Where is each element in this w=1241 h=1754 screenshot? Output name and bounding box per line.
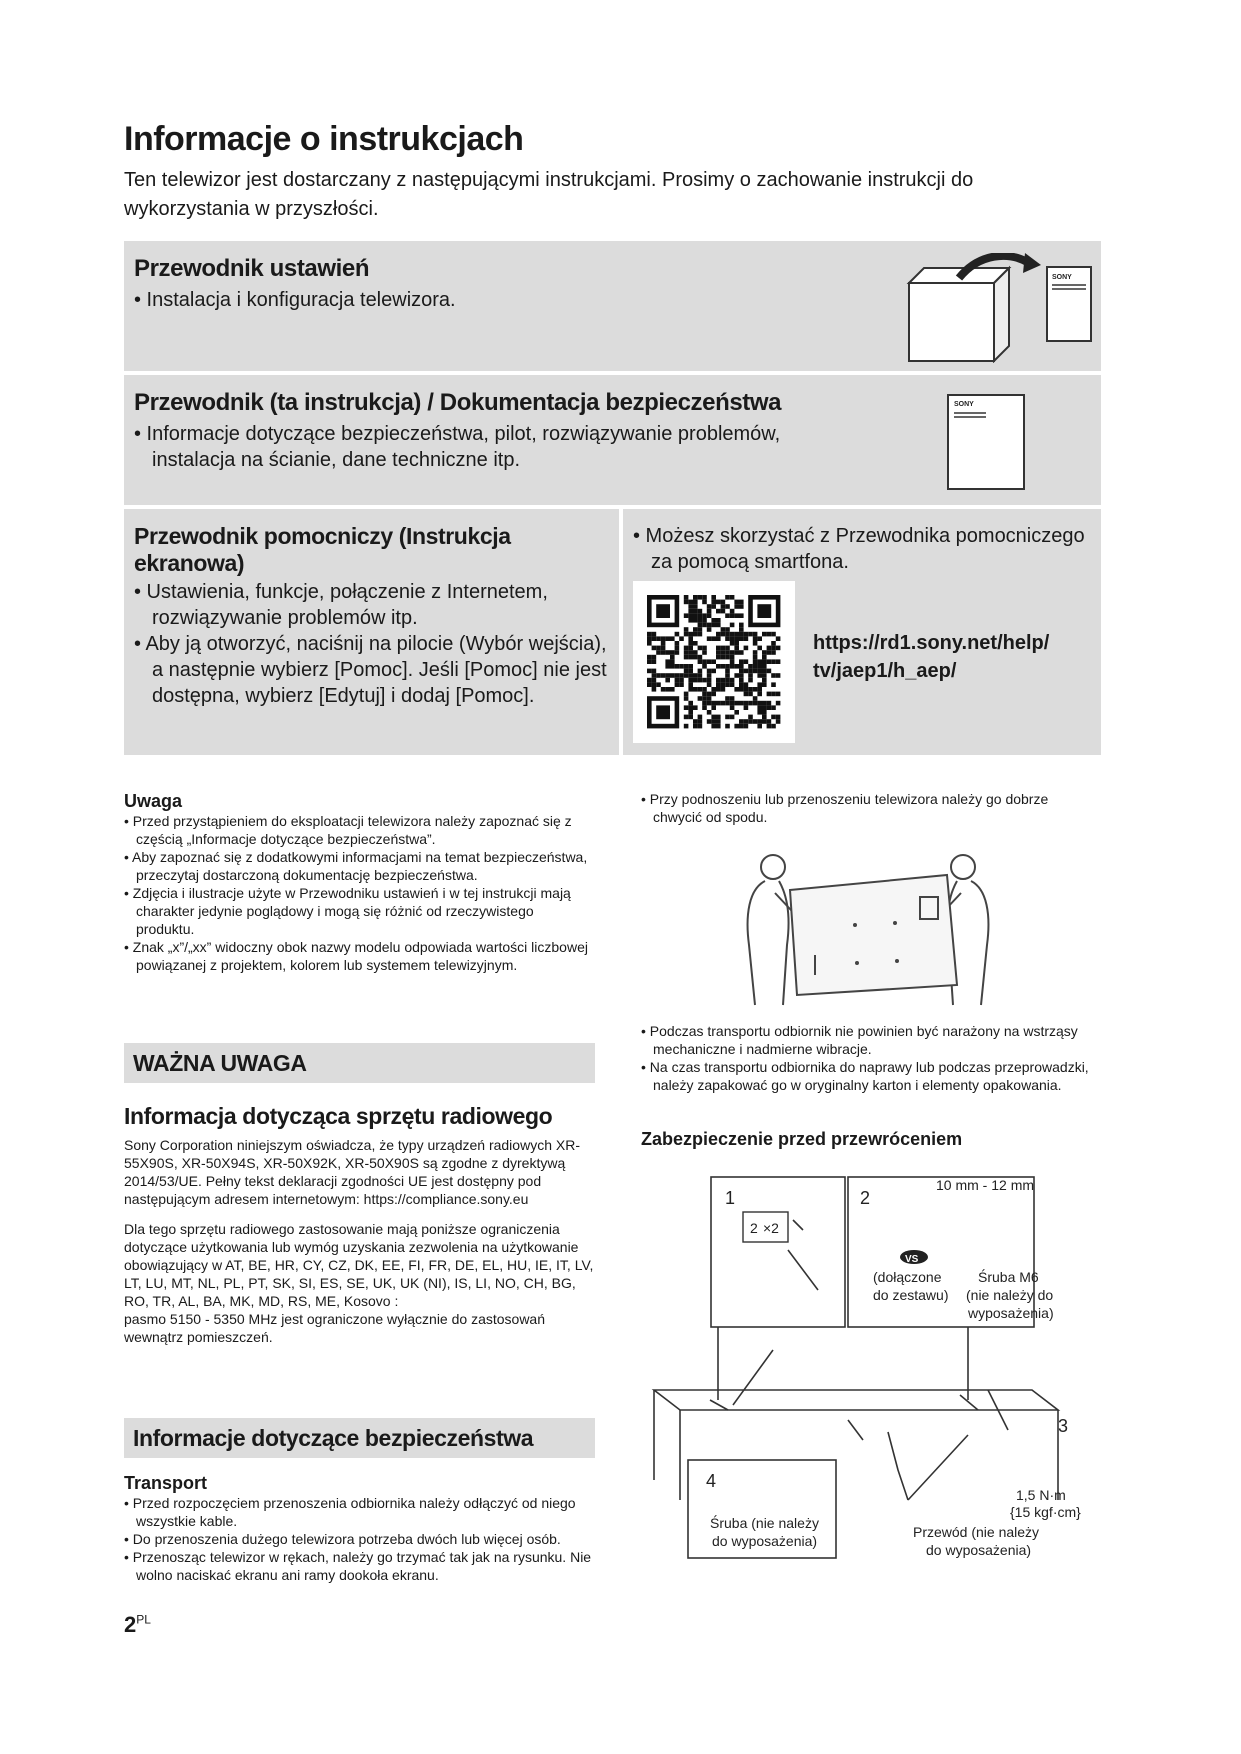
step-4-badge: 4 [706,1471,717,1491]
transport-note-2: • Na czas transportu odbiornika do naprawy lub podczas przeprowadzki, należy zapakować go w oryginalny karton i elementy opakowania. [641,1059,1089,1093]
screw-label-1: Śruba (nie należy [710,1515,819,1531]
reference-guide-logo: SONY [954,401,974,408]
supplied-label-2: do zestawu) [873,1287,949,1303]
box-and-manual-icon [899,253,1099,363]
step-3-badge: 3 [1058,1416,1069,1436]
supplied-label-1: (dołączone [873,1269,942,1285]
reference-guide-bullet: • Informacje dotyczące bezpieczeństwa, pilot, rozwiązywanie problemów, instalacja na ścianie, dane techniczne itp. [134,423,781,471]
setup-guide-panel [124,241,1101,371]
smartphone-text: • Możesz skorzystać z Przewodnika pomocniczego za pomocą smartfona. [633,525,1085,573]
transport-note-1: • Podczas transportu odbiornik nie powinien być narażony na wstrząsy mechaniczne i nadmierne wibracje. [641,1023,1078,1057]
reference-guide-panel [124,375,1101,505]
intro-text: Ten telewizor jest dostarczany z następującymi instrukcjami. Prosimy o zachowanie instrukcji do wykorzystania w przyszłości. [124,169,974,220]
help-url-line-1[interactable]: https://rd1.sony.net/help/ [813,632,1050,654]
important-notice-heading: WAŻNA UWAGA [124,1043,595,1083]
note-item-3: • Zdjęcia i ilustracje użyte w Przewodniku ustawień i w tej instrukcji mają charakter jedynie poglądowy i mogą się różnić od rzeczywistego produktu. [124,885,571,937]
transport-heading: Transport [124,1473,208,1493]
cord-label-1: Przewód (nie należy [913,1524,1040,1540]
cord-label-2: do wyposażenia) [926,1542,1032,1558]
step-1-badge: 1 [725,1188,736,1208]
m6-screw-label-1: Śruba M6 [978,1269,1039,1285]
transport-item-2: • Do przenoszenia dużego telewizora potrzeba dwóch lub więcej osób. [124,1531,561,1547]
transport-item-3: • Przenosząc telewizor w rękach, należy go trzymać tak jak na rysunku. Nie wolno naciskać ekranu ani ramy dookoła ekranu. [124,1549,592,1583]
radio-paragraph-2: Dla tego sprzętu radiowego zastosowanie mają poniższe ograniczenia dotyczące użytkowania lub wymóg uzyskania zezwolenia na użytkowanie obowiązujący w AT, BE, HR, CY, CZ, DK, EE, FI, FR, DE, EL, HU, IE, IT, LV, LT, LU, MT, NL, PL, PT, SK, SI, ES, SE, UK, UK (NI), IS, LI, NO, CH, BG, RO, TR, AL, BA, MK, MD, RS, ME, Kosovo : [124,1221,594,1309]
bracket-number: 2 [750,1220,758,1236]
note-item-2: • Aby zapoznać się z dodatkowymi informacjami na temat bezpieczeństwa, przeczytaj dostarczoną dokumentację bezpieczeństwa. [124,849,588,883]
m6-screw-label-2: (nie należy do [966,1287,1054,1303]
two-people-carrying-tv-illustration [735,845,1000,1010]
dimension-label: 10 mm - 12 mm [936,1177,1035,1193]
screw-label-2: do wyposażenia) [712,1533,818,1549]
torque-label-2: {15 kgf·cm} [1010,1504,1081,1520]
tip-over-heading: Zabezpieczenie przed przewróceniem [641,1129,963,1149]
help-guide-bullet-1: • Ustawienia, funkcje, połączenie z Internetem, rozwiązywanie problemów itp. [134,581,548,629]
setup-guide-logo: SONY [1052,274,1072,281]
smartphone-panel [623,509,1101,755]
vs-label: VS [905,1254,919,1265]
m6-screw-label-3: wyposażenia) [968,1305,1054,1321]
qr-code [633,581,795,743]
reference-guide-heading: Przewodnik (ta instrukcja) / Dokumentacja bezpieczeństwa [134,389,782,416]
bracket-quantity: ×2 [763,1220,779,1236]
qr-code-frame [633,581,795,743]
tip-over-prevention-diagram [648,1170,1108,1565]
transport-item-1: • Przed rozpoczęciem przenoszenia odbiornika należy odłączyć od niego wszystkie kable. [124,1495,576,1529]
page-title: Informacje o instrukcjach [124,120,524,158]
page-number: $2^{PL}$ [124,1612,151,1637]
help-guide-bullet-2: • Aby ją otworzyć, naciśnij na pilocie (Wybór wejścia), a następnie wybierz [Pomoc]. Jeśli [Pomoc] nie jest dostępna, wybierz [Edytuj] i dodaj [Pomoc]. [134,633,607,707]
torque-label-1: 1,5 N·m [1016,1487,1066,1503]
manual-document-icon [946,393,1026,491]
note-heading: Uwaga [124,791,183,811]
help-guide-heading: Przewodnik pomocniczy (Instrukcja ekranowa) [134,523,511,576]
setup-guide-heading: Przewodnik ustawień [134,255,370,282]
note-item-1: • Przed przystąpieniem do eksploatacji telewizora należy zapoznać się z częścią „Informacje dotyczące bezpieczeństwa”. [124,813,572,847]
radio-equipment-heading: Informacja dotycząca sprzętu radiowego [124,1103,553,1129]
step-2-badge: 2 [860,1188,871,1208]
setup-guide-bullet: • Instalacja i konfiguracja telewizora. [134,289,456,311]
help-guide-panel [124,509,619,755]
note-item-4: • Znak „x”/„xx” widoczny obok nazwy modelu odpowiada wartości liczbowej powiązanej z projektem, kolorem lub systemem telewizyjnym. [124,939,588,973]
safety-heading: Informacje dotyczące bezpieczeństwa [124,1418,595,1458]
help-url-line-2[interactable]: tv/jaep1/h_aep/ [813,660,957,682]
lift-note: • Przy podnoszeniu lub przenoszeniu telewizora należy go dobrze chwycić od spodu. [641,791,1049,825]
radio-paragraph-1: Sony Corporation niniejszym oświadcza, że typy urządzeń radiowych XR-55X90S, XR-50X94S, XR-50X92K, XR-50X90S są zgodne z dyrektywą 2014/53/UE. Pełny tekst deklaracji zgodności UE jest dostępny pod następującym adresem internetowym: https://compliance.sony.eu [124,1137,580,1207]
radio-paragraph-3: pasmo 5150 - 5350 MHz jest ograniczone wyłącznie do zastosowań wewnątrz pomieszczeń. [124,1311,546,1345]
